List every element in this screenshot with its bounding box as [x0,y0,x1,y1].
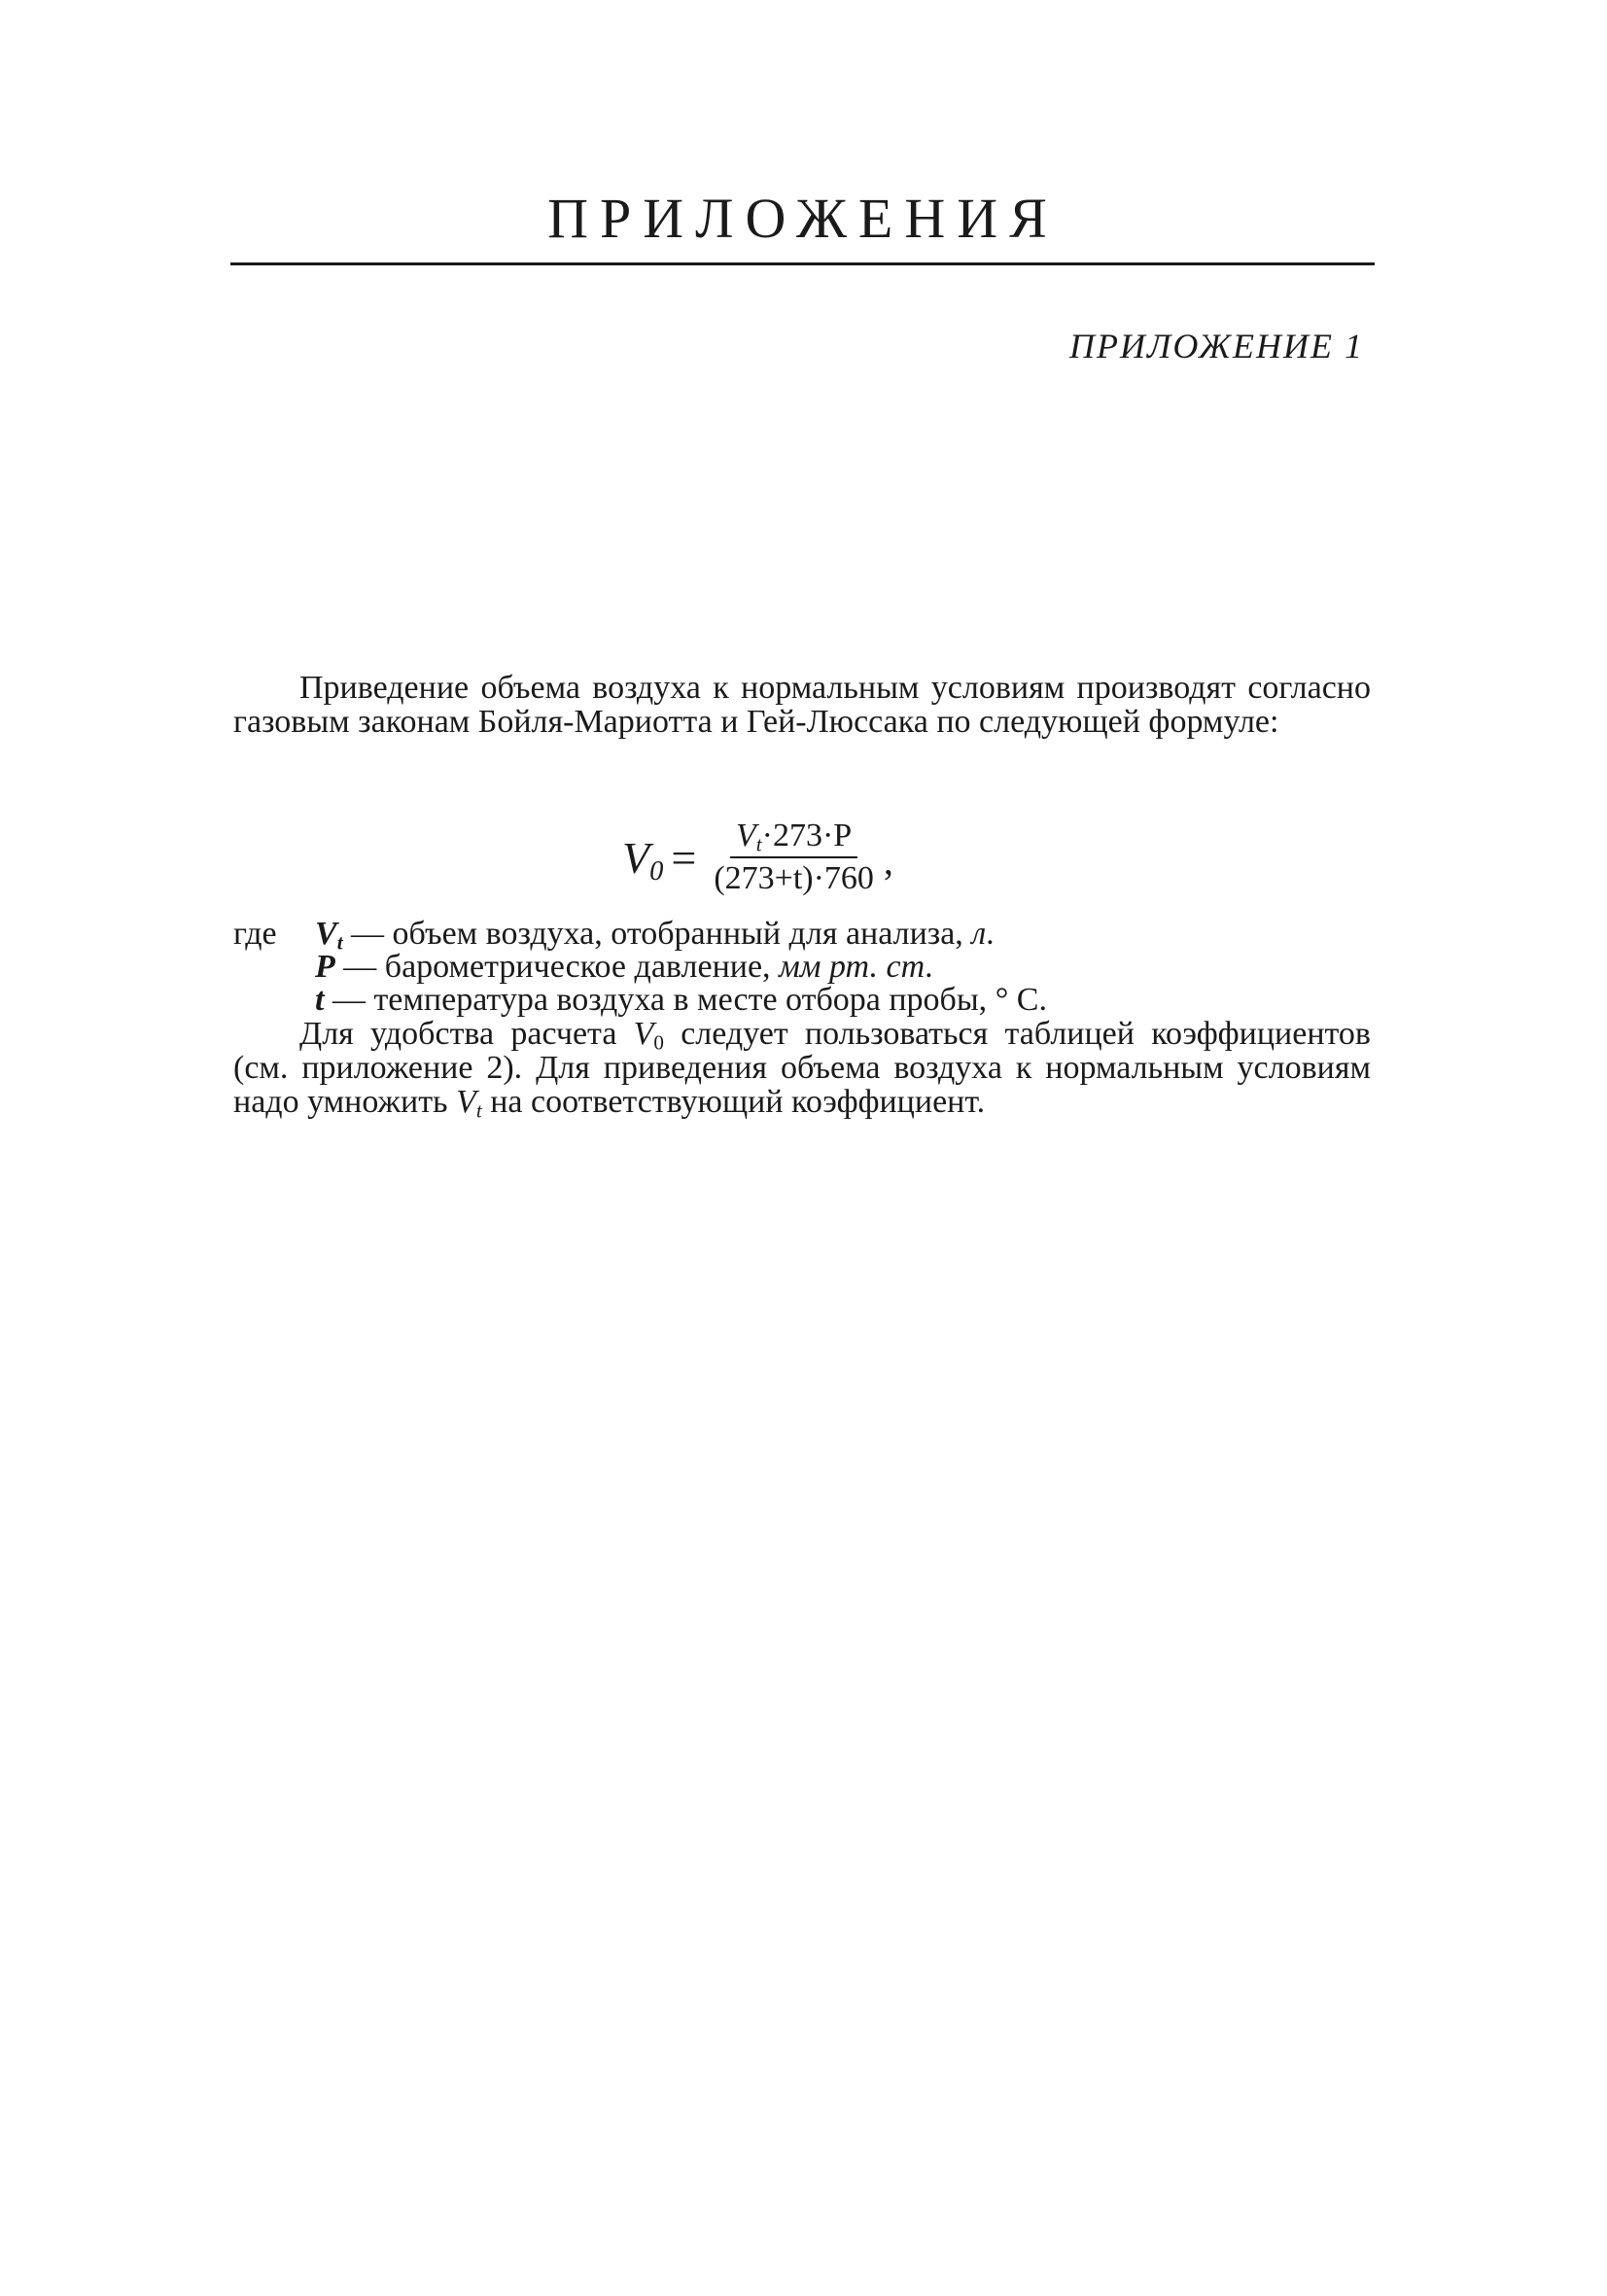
definition-end: . [986,916,995,952]
closing-var1: V [633,1016,654,1052]
formula-lhs-var: V [622,832,650,883]
definition-end: . [925,949,933,985]
closing-part2: следует пользоваться таблицей коэффициентов (см. приложение 2). Для приведения объема воздуха к нормальным условиям надо умножить [233,1016,1371,1120]
formula-comma: , [883,839,893,883]
formula [622,799,893,916]
definitions [233,918,1047,1017]
intro-text: Приведение объема воздуха к нормальным условиям производят согласно газовым законам Бойля-Мариотта и Гей-Люссака по следующей формуле: [233,670,1371,740]
formula-lhs-sub: 0 [649,855,664,887]
closing-text [233,1016,1371,1123]
appendix-label: ПРИЛОЖЕНИЕ 1 [1069,327,1364,365]
closing-var2-sub: t [475,1098,482,1123]
formula-lhs [622,832,664,887]
definition-unit: л [971,916,987,952]
where-label: где [233,916,277,952]
definition-end: ° С. [995,982,1047,1018]
definition-text: — объем воздуха, отобранный для анализа, [342,916,972,952]
definition-symbol: P [315,949,335,985]
closing-part1: Для удобства расчета [299,1016,634,1052]
definition-text: — барометрическое давление, [334,949,780,985]
definition-symbol: t [315,982,325,1018]
section-title: ПРИЛОЖЕНИЯ [547,187,1059,250]
formula-numerator-var: V [736,818,756,853]
closing-part3: на соответствующий коэффициент. [481,1084,986,1120]
formula-numerator-rest: ·273·P [761,818,853,853]
definition-vt [233,916,1047,955]
closing-paragraph [233,1016,1371,1123]
intro-paragraph [233,671,1371,739]
formula-numerator [730,816,857,858]
formula-numerator-sub: t [755,832,762,856]
closing-var2: V [456,1084,476,1120]
closing-var1-sub: 0 [653,1030,664,1055]
definition-text: — температура воздуха в месте отбора пробы, [324,982,996,1018]
formula-denominator: (273+t)·760 [714,860,874,896]
definition-symbol-sub: t [336,930,343,955]
definition-p [233,951,1047,984]
definition-t [233,984,1047,1017]
title-rule [230,262,1375,265]
formula-fraction [708,816,880,899]
formula-equals: = [671,832,697,883]
definition-unit: мм рт. ст [779,949,926,985]
definition-symbol: V [315,916,337,952]
